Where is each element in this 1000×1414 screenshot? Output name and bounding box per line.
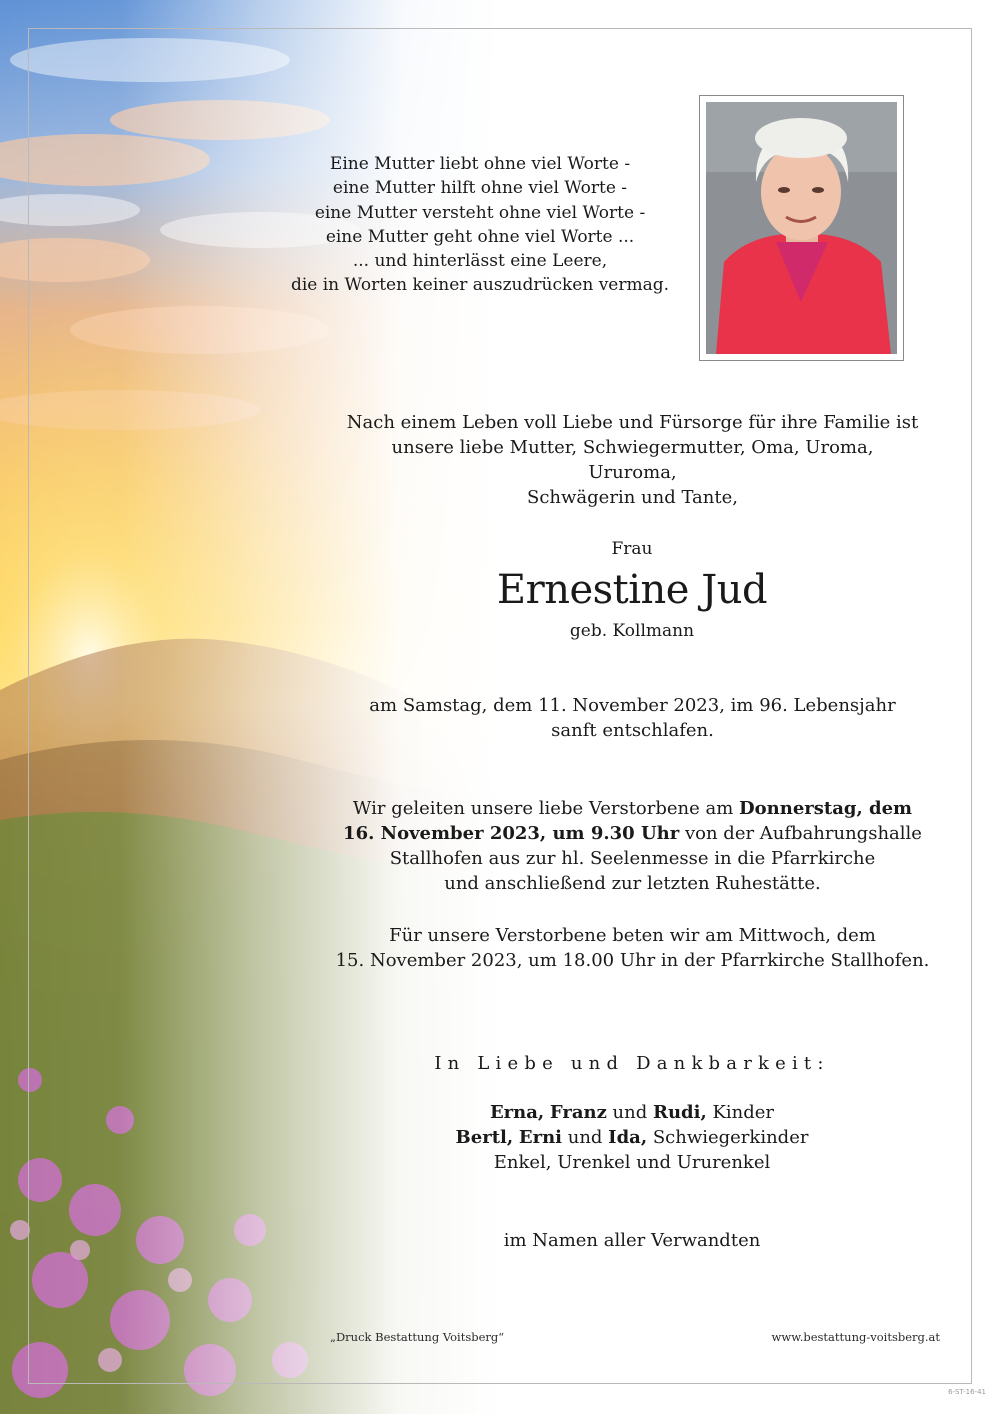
intro-line: Schwägerin und Tante, — [527, 487, 738, 508]
prayer-line: Für unsere Verstorbene beten wir am Mittwoch, dem — [389, 925, 876, 946]
family-name: Erni — [518, 1127, 562, 1148]
intro-line: unsere liebe Mutter, Schwiegermutter, Oma, Uroma, Ururoma, — [391, 437, 874, 483]
funeral-text: Wir geleiten unsere liebe Verstorbene am — [352, 798, 740, 819]
family-row-children — [382, 1100, 882, 1125]
family-relation: Schwiegerkinder — [647, 1127, 809, 1148]
salutation: Frau — [611, 539, 653, 559]
prayer-line: 15. November 2023, um 18.00 Uhr in der Pfarrkirche Stallhofen. — [335, 950, 930, 971]
poem-line: eine Mutter versteht ohne viel Worte - — [314, 202, 646, 223]
poem-line: Eine Mutter liebt ohne viel Worte - — [329, 154, 631, 174]
on-behalf-line: im Namen aller Verwandten — [503, 1230, 761, 1251]
family-row-in-laws — [382, 1125, 882, 1150]
poem — [280, 152, 680, 298]
family-name: Rudi, — [652, 1102, 707, 1123]
family-name: Erna, — [489, 1102, 545, 1123]
deceased-name: Ernestine Jud — [496, 567, 768, 613]
family-text: und — [606, 1102, 653, 1123]
family-name: Bertl, — [455, 1127, 514, 1148]
poem-line: ... und hinterlässt eine Leere, — [352, 251, 608, 272]
family-list — [382, 1100, 882, 1175]
announcement-intro — [345, 410, 920, 510]
funeral-line: Stallhofen aus zur hl. Seelenmesse in die Pfarrkirche — [389, 848, 876, 869]
funeral-line: und anschließend zur letzten Ruhestätte. — [444, 873, 821, 894]
poem-line: die in Worten keiner auszudrücken vermag. — [290, 275, 670, 296]
family-relation: Kinder — [706, 1102, 775, 1123]
death-line: sanft entschlafen. — [551, 720, 714, 741]
family-row-grandchildren: Enkel, Urenkel und Ururenkel — [493, 1152, 771, 1173]
document-code: 6-ST-16-41 — [948, 1388, 986, 1396]
funeral-date-bold: 16. November 2023, um 9.30 Uhr — [343, 823, 680, 844]
funeral-info — [320, 796, 945, 896]
website-link[interactable]: www.bestattung-voitsberg.at — [771, 1330, 940, 1344]
thanks-heading: In Liebe und Dankbarkeit: — [434, 1053, 830, 1074]
family-text: und — [562, 1127, 609, 1148]
death-line: am Samstag, dem 11. November 2023, im 96. Lebensjahr — [369, 695, 896, 716]
prayer-info — [320, 923, 945, 973]
intro-line: Nach einem Leben voll Liebe und Fürsorge für ihre Familie ist — [346, 412, 919, 433]
funeral-text: von der Aufbahrungshalle — [679, 823, 922, 844]
family-name: Franz — [549, 1102, 607, 1123]
funeral-line — [320, 821, 945, 846]
portrait-photo — [699, 95, 904, 361]
funeral-date-bold: Donnerstag, dem — [739, 798, 913, 819]
poem-line: eine Mutter hilft ohne viel Worte - — [332, 178, 628, 199]
portrait-image — [706, 102, 897, 354]
maiden-name: geb. Kollmann — [569, 621, 695, 641]
funeral-line — [320, 796, 945, 821]
family-name: Ida, — [608, 1127, 648, 1148]
death-notice — [345, 693, 920, 743]
printer-credit: „Druck Bestattung Voitsberg“ — [330, 1330, 505, 1344]
poem-line: eine Mutter geht ohne viel Worte ... — [325, 226, 635, 247]
